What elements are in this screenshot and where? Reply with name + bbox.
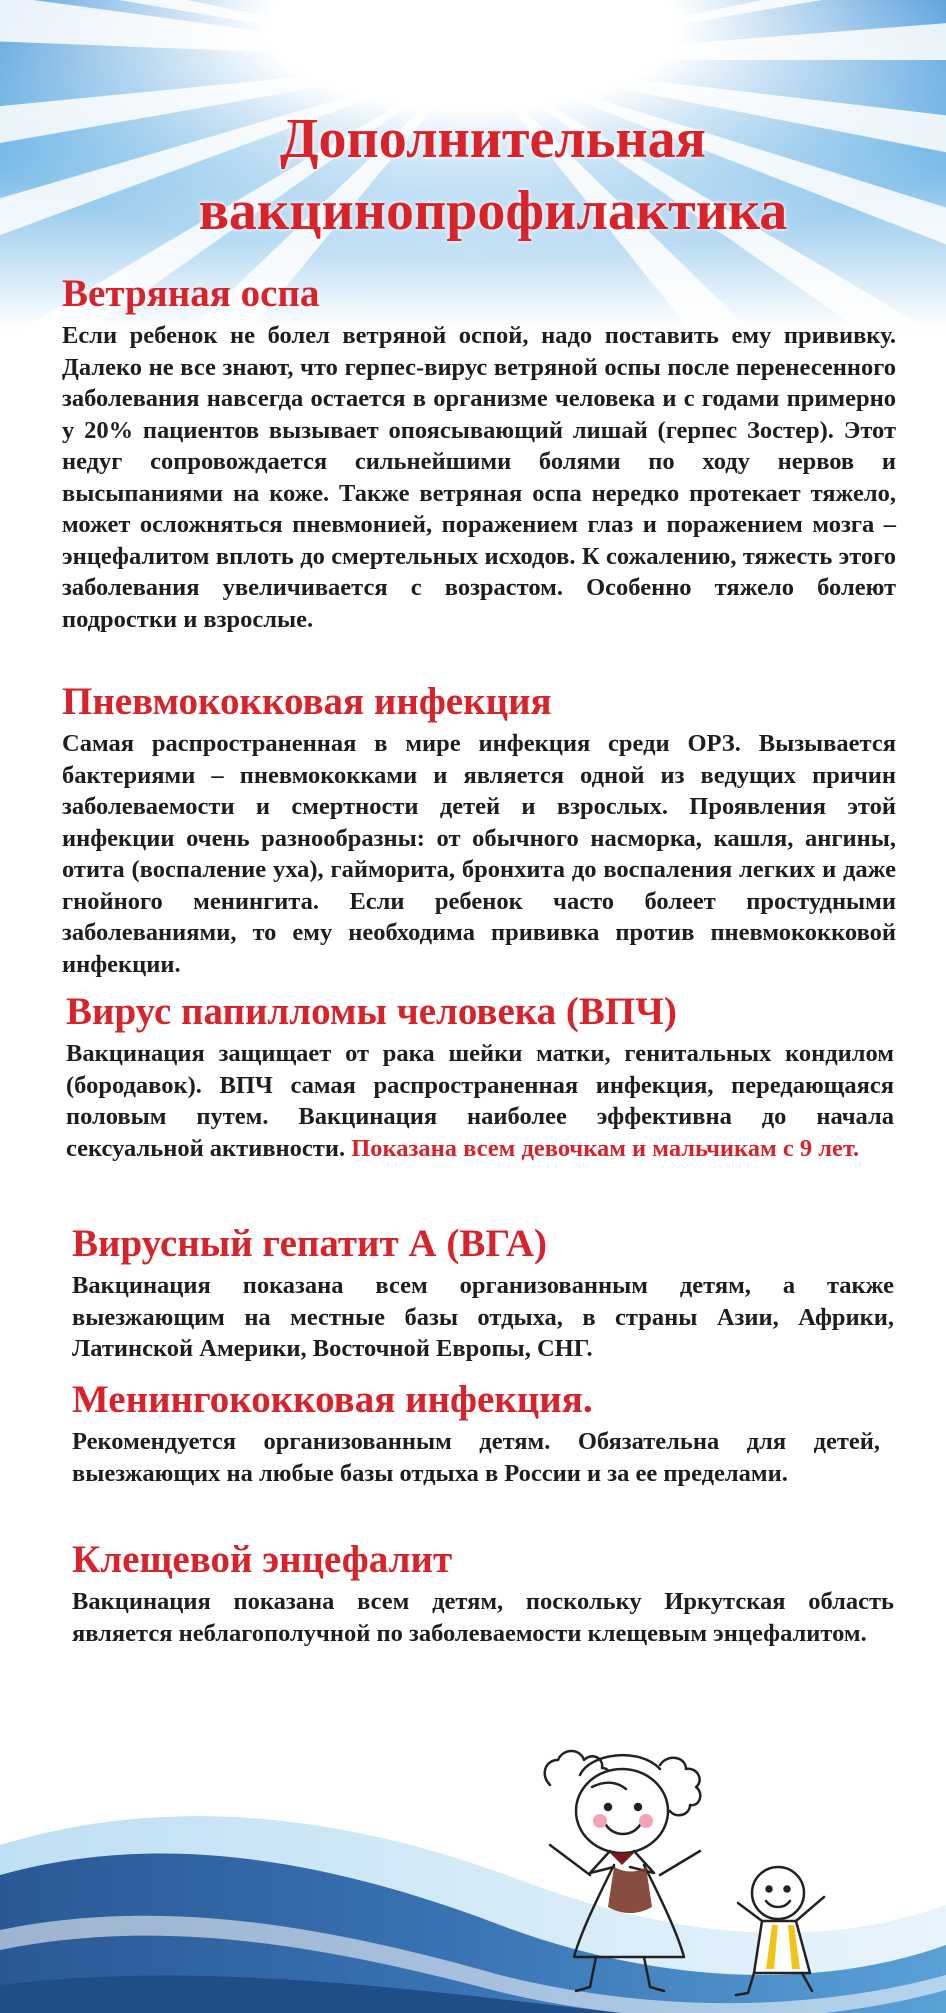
section-text: Самая распространенная в мире инфекция среди ОРЗ. Вызывается бактериями – пневмококками и является одной из ведущих причин заболеваемости и смертности детей и взрослых. Проявления этой инфекции очень разнообразны: от обычного насморка, кашля, ангины, отита (воспаление уха), гайморита, бронхита до воспаления легких и даже гнойного менингита. Если ребенок часто болеет простудными заболеваниями, то ему необходима прививка против пневмококковой инфекции. bbox=[62, 730, 896, 978]
title-line-2: вакцинопрофилактика bbox=[198, 180, 788, 242]
section-heading: Ветряная оспа bbox=[62, 272, 320, 315]
section-heading: Пневмококковая инфекция bbox=[62, 680, 552, 723]
section-chickenpox bbox=[62, 272, 896, 635]
section-highlight: Показана всем девочкам и мальчикам с 9 лет. bbox=[351, 1134, 860, 1162]
section-tick-encephalitis bbox=[72, 1538, 894, 1649]
section-hpv bbox=[66, 990, 894, 1164]
section-pneumococcal bbox=[62, 680, 896, 980]
section-heading: Вирус папилломы человека (ВПЧ) bbox=[66, 990, 677, 1033]
section-text: Вакцинация показана всем организованным детям, а также выезжающим на местные базы отдыха, в страны Азии, Африки, Латинской Америки, Восточной Европы, СНГ. bbox=[72, 1272, 894, 1362]
section-heading: Клещевой энцефалит bbox=[72, 1538, 453, 1581]
section-text: Рекомендуется организованным детям. Обязательна для детей, выезжающих на любые базы отдыха в России и за ее пределами. bbox=[72, 1428, 880, 1487]
section-hepatitis-a bbox=[72, 1222, 894, 1365]
children-illustration bbox=[510, 1725, 840, 2005]
page-title bbox=[0, 103, 946, 247]
section-text-main: Вакцинация защищает от рака шейки матки, генитальных кондилом (бородавок). ВПЧ самая распространенная инфекция, передающаяся половым путем. Вакцинация наиболее эффективна до начала сексуальной активности. bbox=[66, 1040, 894, 1162]
section-text: Вакцинация показана всем детям, поскольку Иркутская область является неблагополучной по заболеваемости клещевым энцефалитом. bbox=[72, 1588, 894, 1647]
section-text: Если ребенок не болел ветряной оспой, надо поставить ему прививку. Далеко не все знают, что герпес-вирус ветряной оспы после перенесенного заболевания навсегда остается в организме человека и с годами примерно у 20% пациентов вызывает опоясывающий лишай (герпес Зостер). Этот недуг сопровождается сильнейшими болями по ходу нервов и высыпаниями на коже. Также ветряная оспа нередко протекает тяжело, может осложняться пневмонией, поражением глаз и поражением мозга – энцефалитом вплоть до смертельных исходов. К сожалению, тяжесть этого заболевания увеличивается с возрастом. Особенно тяжело болеют подростки и взрослые. bbox=[62, 322, 896, 633]
section-meningococcal bbox=[72, 1378, 880, 1489]
section-heading: Вирусный гепатит А (ВГА) bbox=[72, 1222, 548, 1265]
section-text bbox=[66, 1038, 894, 1164]
section-heading: Менингококковая инфекция. bbox=[72, 1378, 593, 1421]
title-line-1: Дополнительная bbox=[280, 108, 706, 170]
